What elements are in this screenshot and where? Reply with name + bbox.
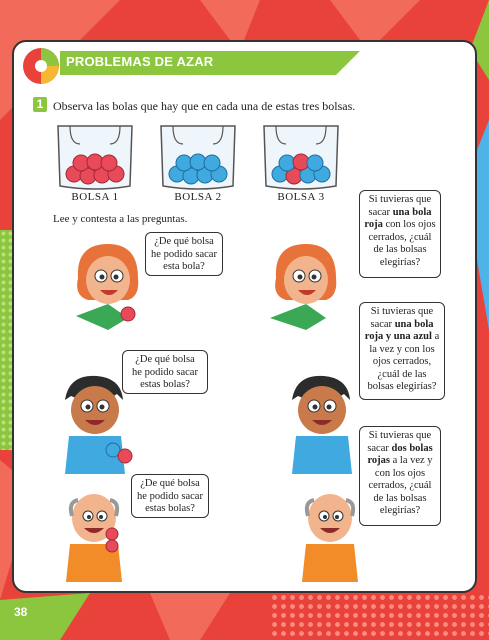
bubble-line: ¿De qué bolsa <box>140 478 200 489</box>
bubble-line: he podido sacar <box>132 366 198 378</box>
bag-2-label: BOLSA 2 <box>174 191 222 203</box>
girl-character-left <box>68 238 150 330</box>
bubble-text: Si tuvieras que sacar <box>368 194 432 218</box>
grandpa-character-left <box>58 490 134 582</box>
exercise-number: 1 <box>33 97 47 112</box>
instruction-text: Observa las bolas que hay que en cada una de estas tres bolsas. <box>53 99 356 113</box>
bubble-line: esta bola? <box>163 261 205 272</box>
bubble-bold-text: una bola roja <box>364 206 432 230</box>
red-dot-pattern <box>270 593 489 640</box>
section-title: PROBLEMAS DE AZAR <box>66 54 214 69</box>
aperture-logo-icon <box>21 46 61 86</box>
bubble-text: a la vez y con los ojos cerrados, ¿cuál de las bolsas elegirías? <box>367 331 440 392</box>
question-bubble-3 <box>131 474 209 518</box>
bubble-text: con los ojos cerrados, ¿cuál de las bolsas elegirías? <box>368 219 436 268</box>
bubble-line: estas bolas? <box>140 379 190 390</box>
bubble-text: a la vez y con los ojos cerrados, ¿cuál de las bolsas elegirías? <box>368 455 433 516</box>
bubble-line: ¿De qué bolsa <box>135 354 195 365</box>
bubble-line: he podido sacar <box>137 490 203 502</box>
bubble-bold-text: dos bolas rojas <box>367 442 433 466</box>
bag-3-image <box>256 120 346 192</box>
sub-instruction: Lee y contesta a las preguntas. <box>53 213 188 225</box>
boy-character-right <box>282 370 366 474</box>
bubble-text: Si tuvieras que sacar <box>370 306 434 330</box>
grandpa-character-right <box>294 490 370 582</box>
bubble-line: he podido sacar <box>151 248 217 260</box>
bubble-text: Si tuvieras que sacar <box>367 430 432 454</box>
challenge-bubble-2 <box>359 302 445 400</box>
bag-2-image <box>153 120 243 192</box>
challenge-bubble-3 <box>359 426 441 526</box>
bag-3-label: BOLSA 3 <box>277 191 325 203</box>
bubble-line: ¿De qué bolsa <box>154 236 214 247</box>
bag-1-image <box>50 120 140 192</box>
bubble-line: estas bolas? <box>145 503 195 514</box>
page-number: 38 <box>14 605 28 619</box>
question-bubble-1 <box>145 232 223 276</box>
boy-character-left <box>55 370 139 474</box>
challenge-bubble-1 <box>359 190 441 278</box>
bag-1-label: BOLSA 1 <box>71 191 119 203</box>
bubble-bold-text: una bola roja y una azul <box>364 318 434 342</box>
girl-character-right <box>266 238 348 330</box>
